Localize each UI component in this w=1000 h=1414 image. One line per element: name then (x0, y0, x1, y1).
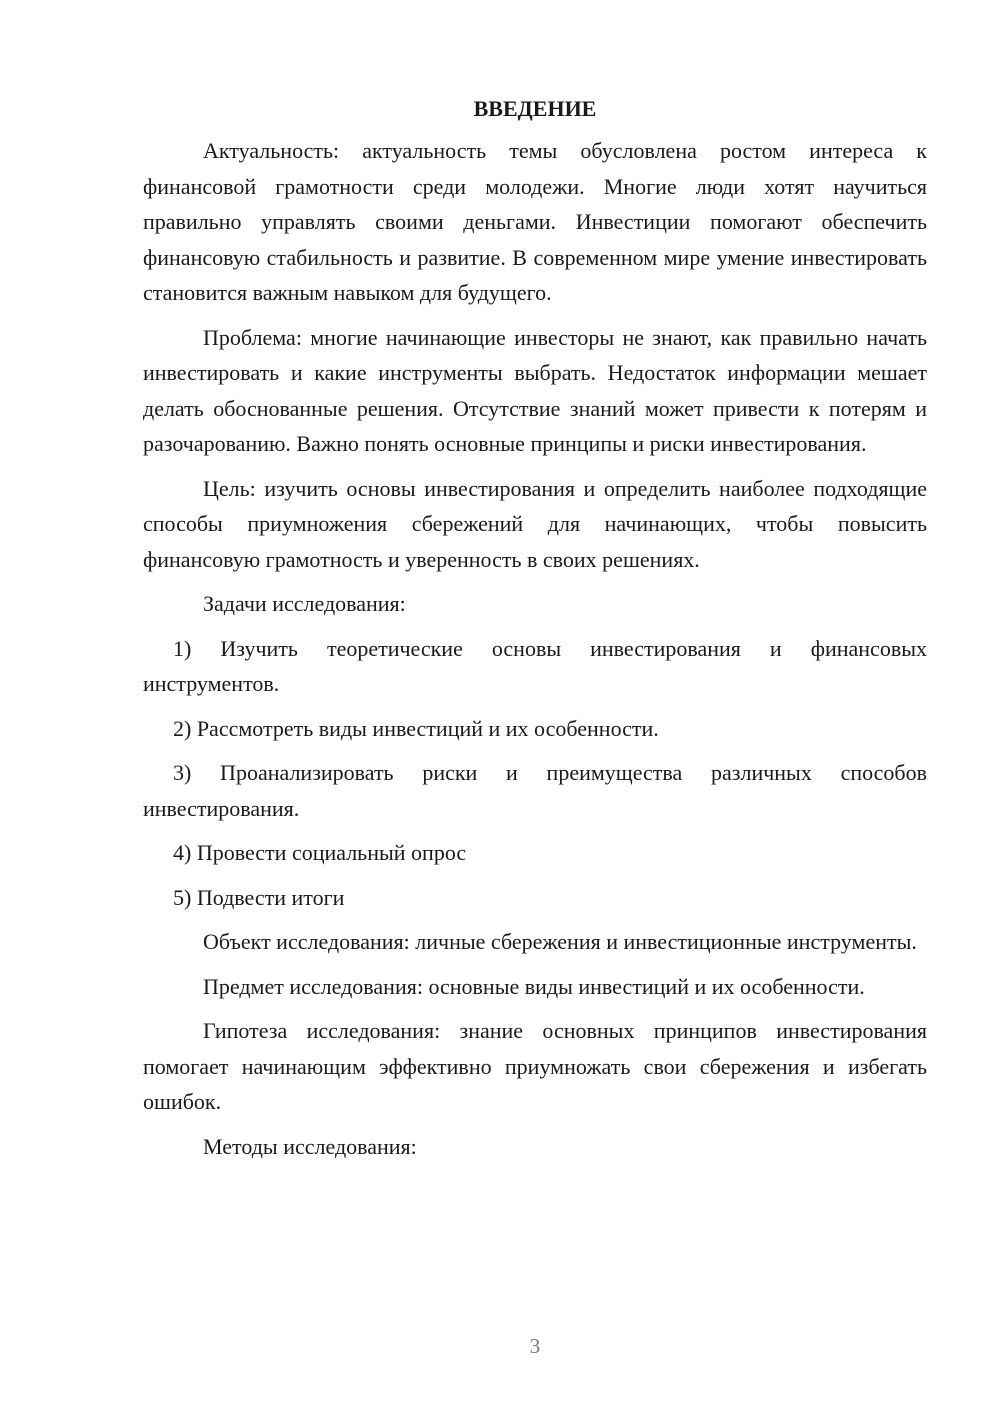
paragraph-methods: Методы исследования: (203, 1133, 417, 1159)
paragraph-problem: Проблема: многие начинающие инвесторы не знают, как правильно начать инвестировать и какие инструменты выбрать. Недостаток информации мешает делать обоснованные решения. Отсутствие знаний может привести к потерям и разочарованию. Важно понять основные принципы и риски инвестирования. (143, 324, 927, 456)
task-item-4: 4) Провести социальный опрос (173, 840, 467, 865)
paragraph-relevance: Актуальность: актуальность темы обусловлена ростом интереса к финансовой грамотности среди молодежи. Многие люди хотят научиться правильно управлять своими деньгами. Инвестиции помогают обеспечить финансовую стабильность и развитие. В современном мире умение инвестировать становится важным навыком для будущего. (143, 138, 927, 305)
paragraph-hypothesis: Гипотеза исследования: знание основных принципов инвестирования помогает начинающим эффективно приумножать свои сбережения и избегать ошибок. (143, 1018, 927, 1114)
page-number: 3 (529, 1334, 541, 1358)
task-item-3: 3) Проанализировать риски и преимущества различных способов инвестирования. (143, 760, 927, 821)
paragraph-tasks-heading: Задачи исследования: (203, 591, 406, 616)
document-page (143, 92, 927, 1164)
task-item-2: 2) Рассмотреть виды инвестиций и их особенности. (173, 715, 659, 741)
section-title: ВВЕДЕНИЕ (473, 96, 597, 121)
paragraph-subject: Предмет исследования: основные виды инвестиций и их особенности. (203, 973, 865, 999)
paragraph-goal: Цель: изучить основы инвестирования и определить наиболее подходящие способы приумножения сбережений для начинающих, чтобы повысить финансовую грамотность и уверенность в своих решениях. (143, 475, 927, 572)
paragraph-object: Объект исследования: личные сбережения и инвестиционные инструменты. (203, 929, 917, 954)
task-item-5: 5) Подвести итоги (173, 884, 345, 910)
task-item-1: 1) Изучить теоретические основы инвестирования и финансовых инструментов. (143, 635, 927, 696)
